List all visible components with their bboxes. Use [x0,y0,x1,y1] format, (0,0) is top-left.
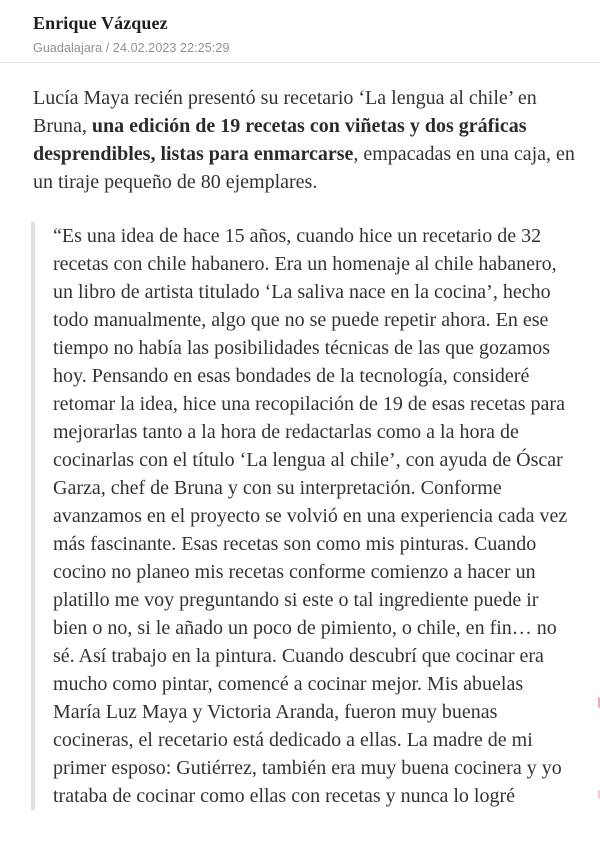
author-name: Enrique Vázquez [33,13,168,33]
pull-quote [31,222,572,810]
lede-text-end: , empacadas en una caja, en un tiraje pequeño de 80 ejemplares. [33,143,575,193]
byline: Guadalajara / 24.02.2023 22:25:29 [33,40,230,55]
lede-text-start: Lucía Maya recién presentó su recetario ‘La lengua al chile’ en Bruna, [33,87,537,137]
lede-text-bold: una edición de 19 recetas con viñetas y dos gráficas desprendibles, listas para enmarcarse [33,115,527,165]
article-body [0,84,600,810]
header-divider [0,62,600,63]
pull-quote-text: “Es una idea de hace 15 años, cuando hice un recetario de 32 recetas con chile habanero. Era un homenaje al chile habanero, un libro de artista titulado ‘La saliva nace en la cocina’, hecho todo manualmente, algo que no se puede repetir ahora. En ese tiempo no había las posibilidades técnicas de las que gozamos hoy. Pensando en esas bondades de la tecnología, consideré retomar la idea, hice una recopilación de 19 de esas recetas para mejorarlas tanto a la hora de redactarlas como a la hora de cocinarlas con el título ‘La lengua al chile’, con ayuda de Óscar Garza, chef de Bruna y con su interpretación. Conforme avanzamos en el proyecto se volvió en una experiencia cada vez más fascinante. Esas recetas son como mis pinturas. Cuando cocino no planeo mis recetas conforme comienzo a hacer un platillo me voy preguntando si este o tal ingrediente puede ir bien o no, si le añado un poco de pimiento, o chile, en fin… no sé. Así trabajo en la pintura. Cuando descubrí que cocinar era mucho como pintar, comencé a cocinar mejor. Mis abuelas María Luz Maya y Victoria Aranda, fueron muy buenas cocineras, el recetario está dedicado a ellas. La madre de mi primer esposo: Gutiérrez, también era muy buena cocinera y yo trataba de cocinar como ellas con recetas y nunca lo logré [53,225,568,807]
lede-paragraph [33,84,578,196]
article-header [0,0,600,55]
